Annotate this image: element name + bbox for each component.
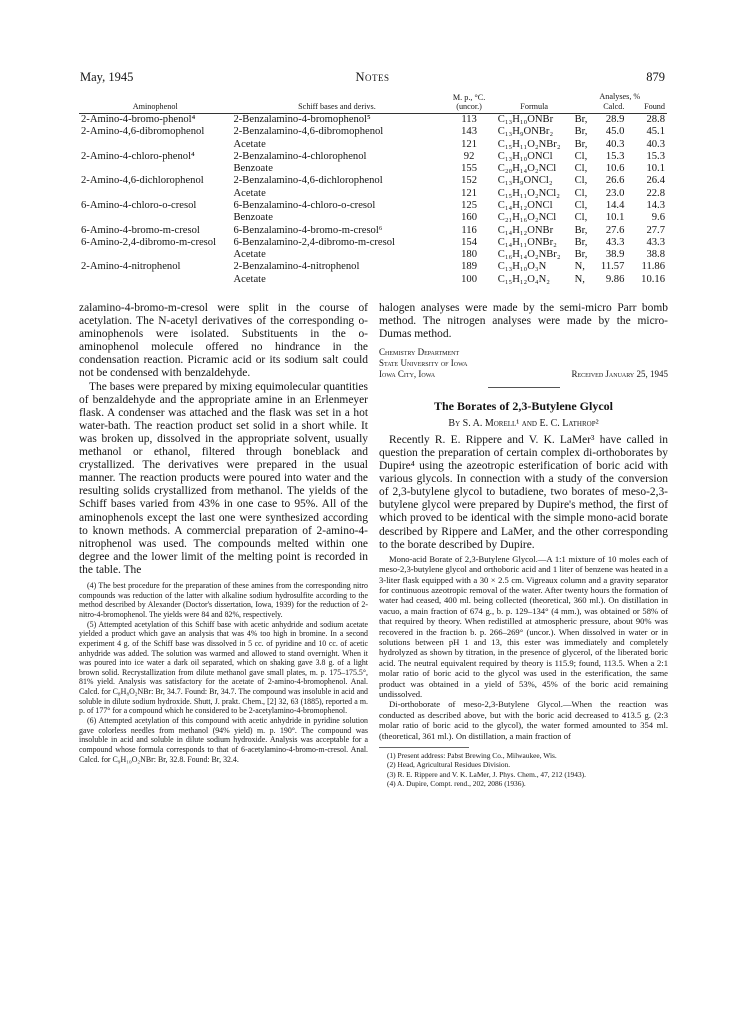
cell-found: 26.4 bbox=[646, 175, 665, 187]
cell-mp: 143 bbox=[461, 126, 478, 138]
cell-aminophenol: 6-Amino-4-chloro-o-cresol bbox=[81, 199, 197, 211]
paragraph: The bases were prepared by mixing equimolecular quantities of benzaldehyde and the appropriate amine in an Erlenmeyer flask. A condenser was attached and the flask was set in a hot water-bath. The reaction product set solid in a short while. It was broken up, dissolved in the appropriate solvent, usually methanol or ethanol, filtered through boneblack and crystallized. The derivatives were prepared in the usual manner. The reaction products were poured into water and the resulting solids crystallized from methanol. The yields of the Schiff bases varied from 43% in one case to 95%. All of the aminophenols except the last one were synthesized according to known methods. A commercial preparation of 2-amino-4-nitrophenol was used. The compounds melted within one degree and the lower limit of the melting point is recorded in the table. The bbox=[79, 380, 368, 576]
cell-formula: C₁₆H₁₄O₂NBr₂ bbox=[497, 249, 561, 261]
cell-element: Br, bbox=[574, 236, 588, 248]
cell-found: 9.6 bbox=[651, 212, 665, 224]
cell-formula: C₁₅H₁₁O₂NCl₂ bbox=[497, 187, 560, 199]
cell-formula: C₁₃H₉ONBr₂ bbox=[497, 126, 554, 138]
table-row bbox=[79, 138, 667, 150]
cell-calcd: 10.6 bbox=[605, 163, 625, 175]
cell-schiff: 6-Benzalamino-2,4-dibromo-m-cresol bbox=[233, 236, 395, 248]
cell-formula: C₁₃H₉ONCl₂ bbox=[497, 175, 553, 187]
cell-mp: 189 bbox=[461, 261, 478, 273]
cell-mp: 121 bbox=[461, 187, 478, 199]
cell-mp: 121 bbox=[461, 138, 478, 150]
cell-calcd: 10.1 bbox=[605, 212, 625, 224]
cell-calcd: 27.6 bbox=[605, 224, 625, 236]
footnotes-right bbox=[379, 751, 668, 789]
cell-element: Cl, bbox=[574, 212, 588, 224]
cell-found: 11.86 bbox=[641, 261, 665, 273]
cell-element: Br, bbox=[574, 249, 588, 261]
paragraph: halogen analyses were made by the semi-micro Parr bomb method. The nitrogen analyses were made by the micro-Dumas method. bbox=[379, 302, 668, 341]
received-date: Received January 25, 1945 bbox=[571, 368, 668, 379]
cell-mp: 152 bbox=[461, 175, 478, 187]
header-section: Notes bbox=[355, 70, 390, 84]
cell-calcd: 43.3 bbox=[605, 236, 625, 248]
cell-schiff: Acetate bbox=[233, 249, 266, 261]
col-formula: Formula bbox=[496, 92, 573, 113]
cell-found: 43.3 bbox=[646, 236, 665, 248]
cell-element: N, bbox=[574, 261, 585, 273]
cell-mp: 154 bbox=[461, 236, 478, 248]
cell-calcd: 23.0 bbox=[605, 187, 625, 199]
cell-formula: C₁₅H₁₁O₂NBr₂ bbox=[497, 138, 561, 150]
cell-found: 40.3 bbox=[646, 138, 665, 150]
cell-schiff: Acetate bbox=[233, 187, 266, 199]
cell-element: Cl, bbox=[574, 199, 588, 211]
cell-calcd: 15.3 bbox=[605, 150, 625, 162]
table-body bbox=[79, 113, 667, 286]
cell-schiff: 2-Benzalamino-4-bromophenol⁵ bbox=[233, 113, 371, 125]
cell-mp: 100 bbox=[461, 273, 478, 285]
left-column bbox=[79, 302, 368, 765]
cell-mp: 116 bbox=[461, 224, 477, 236]
page-number: 879 bbox=[646, 70, 665, 84]
cell-schiff: 2-Benzalamino-4-nitrophenol bbox=[233, 261, 360, 273]
table-row bbox=[79, 126, 667, 138]
cell-found: 45.1 bbox=[646, 126, 665, 138]
footnote: (4) The best procedure for the preparation of these amines from the corresponding nitro compounds was reduction of the latter with alkaline sodium hydrosulfite according to the method described by Alexander (Doctor's dissertation, Iowa, 1939) for the reduction of 2-nitro-4-bromophenol. The yields were 84 and 82%, respectively. bbox=[79, 580, 368, 619]
cell-formula: C₂₀H₁₄O₂NCl bbox=[497, 163, 557, 175]
cell-aminophenol: 2-Amino-4,6-dichlorophenol bbox=[81, 175, 204, 187]
cell-aminophenol bbox=[79, 249, 231, 261]
cell-formula: C₂₁H₁₆O₂NCl bbox=[497, 212, 557, 224]
footnote: (5) Attempted acetylation of this Schiff base with acetic anhydride and sodium acetate yielded a product which gave an analysis that was 4% too high in bromine. In a second experiment 4 g. of the Schiff base was dissolved in 5 cc. of pyridine and 10 cc. of acetic anhydride was added. The solution was warmed and allowed to stand overnight. When it was poured into ice water a dark oil separated, which on shaking gave 3.8 g. of a light brown solid. Recrystallization from dilute methanol gave small plates, m. p. 175–175.5°, 81% yield. Analysis was satisfactory for the acetate of 2-amino-4-bromophenol. Anal. Calcd. for C₈H₈O₂NBr: Br, 34.7. Found: Br, 34.7. The compound was insoluble in acid and soluble in dilute sodium hydroxide. Shutt, J. prakt. Chem., [2] 32, 63 (1885), reported a m. p. of 177° for a compound which he considered to be 2-acetylamino-4-bromophenol. bbox=[79, 619, 368, 716]
cell-aminophenol bbox=[79, 163, 231, 175]
paragraph: Mono-acid Borate of 2,3-Butylene Glycol.—A 1:1 mixture of 10 moles each of meso-2,3-butylene glycol and orthoboric acid and 1 liter of benzene was heated in a 3-liter flask equipped with a 30 × 2.5 cm. Vigreaux column and a gravity separator for continuous azeotropic removal of the water. After twenty hours the formation of water had ceased, 400 ml. being collected (theoretical, 360 ml.). On distillation in vacuo, a main fraction of 674 g., b. p. 129–134° (4 mm.), was obtained or 58% of that required by theory. When redistilled at atmospheric pressure, about 90% was recovered in the fraction b. p. 266–269° (uncor.). When dissolved in water or in solutions between pH 1 and 13, this ester was immediately and completely hydrolyzed as shown by titration, in the presence of glycerol, of the liberated boric acid. The neutral equivalent required by theory is 115.9; found, 113.5. When a 2:1 molar ratio of boric acid to the glycol was used in the esterification, the same product was obtained in a yield of 53%, 45% of the boric acid remaining undissolved. bbox=[379, 553, 668, 699]
cell-calcd: 40.3 bbox=[605, 138, 625, 150]
affiliation-univ: State University of Iowa bbox=[379, 358, 468, 369]
cell-found: 22.8 bbox=[646, 187, 665, 199]
cell-mp: 180 bbox=[461, 249, 478, 261]
cell-element: Cl, bbox=[574, 175, 588, 187]
cell-aminophenol bbox=[79, 138, 231, 150]
affiliation-city: Iowa City, Iowa bbox=[379, 368, 436, 379]
cell-formula: C₁₃H₁₀O₃N bbox=[497, 261, 547, 273]
table-row bbox=[79, 163, 667, 175]
col-calcd: Calcd. bbox=[573, 102, 627, 113]
paragraph: Recently R. E. Rippere and V. K. LaMer³ have called in question the preparation of certain complex di-orthoborates by Dupire⁴ using the azeotropic esterification of boric acid with various glycols. In connection with a study of the conversion of 2,3-butylene glycol to butadiene, two borates of meso-2,3-butylene glycol were prepared by Dupire's method, the first of which proved to be identical with the simple mono-acid borate described by Rippere and LaMer, and the other corresponding to the borate described by Dupire. bbox=[379, 433, 668, 551]
cell-mp: 113 bbox=[461, 113, 477, 125]
cell-found: 10.1 bbox=[646, 163, 665, 175]
cell-schiff: 2-Benzalamino-4,6-dichlorophenol bbox=[233, 175, 383, 187]
cell-aminophenol bbox=[79, 212, 231, 224]
cell-mp: 160 bbox=[461, 212, 478, 224]
header-date: May, 1945 bbox=[80, 70, 134, 84]
article-title: The Borates of 2,3-Butylene Glycol bbox=[434, 398, 613, 413]
table-row bbox=[79, 175, 667, 187]
cell-formula: C₁₄H₁₁ONBr₂ bbox=[497, 236, 557, 248]
table-row bbox=[79, 261, 667, 273]
section-divider bbox=[488, 387, 560, 388]
table-row bbox=[79, 113, 667, 126]
cell-aminophenol: 2-Amino-4-bromo-phenol⁴ bbox=[81, 113, 196, 125]
table-row bbox=[79, 151, 667, 163]
cell-schiff: 2-Benzalamino-4-chlorophenol bbox=[233, 150, 367, 162]
cell-found: 15.3 bbox=[646, 150, 665, 162]
cell-formula: C₁₃H₁₀ONBr bbox=[497, 113, 554, 125]
footnote: (6) Attempted acetylation of this compound with acetic anhydride in pyridine solution gave colorless needles from methanol (94% yield) m. p. 190°. The compound was insoluble in acid and soluble in dilute sodium hydroxide. Analysis was acceptable for a compound whose formula corresponds to that of 6-acetylamino-4-bromo-m-cresol. Anal. Calcd. for C₉H₁₀O₂NBr: Br, 32.8. Found: Br, 32.4. bbox=[79, 716, 368, 764]
col-aminophenol: Aminophenol bbox=[79, 92, 231, 113]
paragraph: zalamino-4-bromo-m-cresol were split in the course of acetylation. The N-acetyl derivatives of the corresponding o-aminophenols were isolated. Substituents in the o-aminophenol molecule offered no hindrance in the condensation reaction. Picramic acid or its sodium salt could not be condensed with benzaldehyde. bbox=[79, 302, 368, 380]
cell-element: Br, bbox=[574, 224, 588, 236]
cell-element: Cl, bbox=[574, 187, 588, 199]
table-row bbox=[79, 212, 667, 224]
table-row bbox=[79, 274, 667, 286]
table-row bbox=[79, 249, 667, 261]
cell-calcd: 38.9 bbox=[605, 249, 625, 261]
schiff-base-table bbox=[79, 92, 667, 286]
cell-calcd: 45.0 bbox=[605, 126, 625, 138]
cell-schiff: Acetate bbox=[233, 273, 266, 285]
footnote: (4) A. Dupire, Compt. rend., 202, 2086 (1936). bbox=[387, 779, 526, 789]
cell-found: 28.8 bbox=[646, 113, 665, 125]
right-column bbox=[379, 302, 668, 789]
table-row bbox=[79, 225, 667, 237]
table-row bbox=[79, 237, 667, 249]
cell-mp: 125 bbox=[461, 199, 478, 211]
byline: By S. A. Morell¹ and E. C. Lathrop² bbox=[448, 417, 599, 429]
paragraph: Di-orthoborate of meso-2,3-Butylene Glycol.—When the reaction was conducted as described above, but with the boric acid decreased to 413.5 g. (2:3 molar ratio of boric acid to the glycol), the water formed amounted to 354 ml. (theoretical, 361 ml.). On distillation, a main fraction of bbox=[379, 699, 668, 741]
experimental bbox=[379, 554, 668, 741]
cell-schiff: 2-Benzalamino-4,6-dibromophenol bbox=[233, 126, 384, 138]
footnote-rule bbox=[379, 747, 469, 748]
running-header bbox=[80, 70, 665, 86]
cell-found: 27.7 bbox=[646, 224, 665, 236]
cell-element: Cl, bbox=[574, 150, 588, 162]
cell-schiff: Benzoate bbox=[233, 163, 273, 175]
col-analyses: Analyses, % bbox=[599, 92, 641, 101]
cell-aminophenol: 6-Amino-4-bromo-m-cresol bbox=[81, 224, 200, 236]
cell-schiff: Benzoate bbox=[233, 212, 273, 224]
col-mp: M. p., °C. (uncor.) bbox=[442, 92, 495, 113]
cell-schiff: 6-Benzalamino-4-bromo-m-cresol⁶ bbox=[233, 224, 383, 236]
cell-formula: C₁₅H₁₂O₄N₂ bbox=[497, 273, 550, 285]
cell-aminophenol bbox=[79, 274, 231, 286]
cell-found: 10.16 bbox=[641, 273, 665, 285]
cell-mp: 92 bbox=[463, 150, 475, 162]
cell-aminophenol: 2-Amino-4,6-dibromophenol bbox=[81, 126, 205, 138]
table-row bbox=[79, 188, 667, 200]
cell-calcd: 28.9 bbox=[605, 113, 625, 125]
cell-aminophenol: 2-Amino-4-nitrophenol bbox=[81, 261, 181, 273]
cell-calcd: 9.86 bbox=[605, 273, 625, 285]
cell-element: Br, bbox=[574, 126, 588, 138]
col-found: Found bbox=[626, 102, 667, 113]
cell-found: 14.3 bbox=[646, 199, 665, 211]
cell-calcd: 11.57 bbox=[600, 261, 625, 273]
cell-mp: 155 bbox=[461, 163, 478, 175]
footnote: (3) R. E. Rippere and V. K. LaMer, J. Phys. Chem., 47, 212 (1943). bbox=[387, 769, 586, 779]
cell-calcd: 14.4 bbox=[605, 199, 625, 211]
cell-aminophenol bbox=[79, 188, 231, 200]
table-row bbox=[79, 200, 667, 212]
cell-schiff: 6-Benzalamino-4-chloro-o-cresol bbox=[233, 199, 376, 211]
cell-element: N, bbox=[574, 273, 585, 285]
cell-element: Cl, bbox=[574, 163, 588, 175]
col-schiff: Schiff bases and derivs. bbox=[231, 92, 442, 113]
cell-element: Br, bbox=[574, 138, 588, 150]
cell-aminophenol: 6-Amino-2,4-dibromo-m-cresol bbox=[81, 236, 217, 248]
cell-aminophenol: 2-Amino-4-chloro-phenol⁴ bbox=[81, 150, 195, 162]
footnote: (1) Present address: Pabst Brewing Co., Milwaukee, Wis. bbox=[387, 751, 557, 761]
cell-schiff: Acetate bbox=[233, 138, 266, 150]
cell-calcd: 26.6 bbox=[605, 175, 625, 187]
affiliation-row bbox=[379, 369, 668, 380]
cell-formula: C₁₄H₁₂ONCl bbox=[497, 199, 553, 211]
footnotes-left bbox=[79, 581, 368, 764]
cell-found: 38.8 bbox=[646, 249, 665, 261]
footnote: (2) Head, Agricultural Residues Division. bbox=[387, 760, 511, 770]
affiliation-dept: Chemistry Department bbox=[379, 347, 460, 358]
cell-element: Br, bbox=[574, 113, 588, 125]
cell-formula: C₁₄H₁₂ONBr bbox=[497, 224, 554, 236]
cell-formula: C₁₃H₁₀ONCl bbox=[497, 150, 553, 162]
